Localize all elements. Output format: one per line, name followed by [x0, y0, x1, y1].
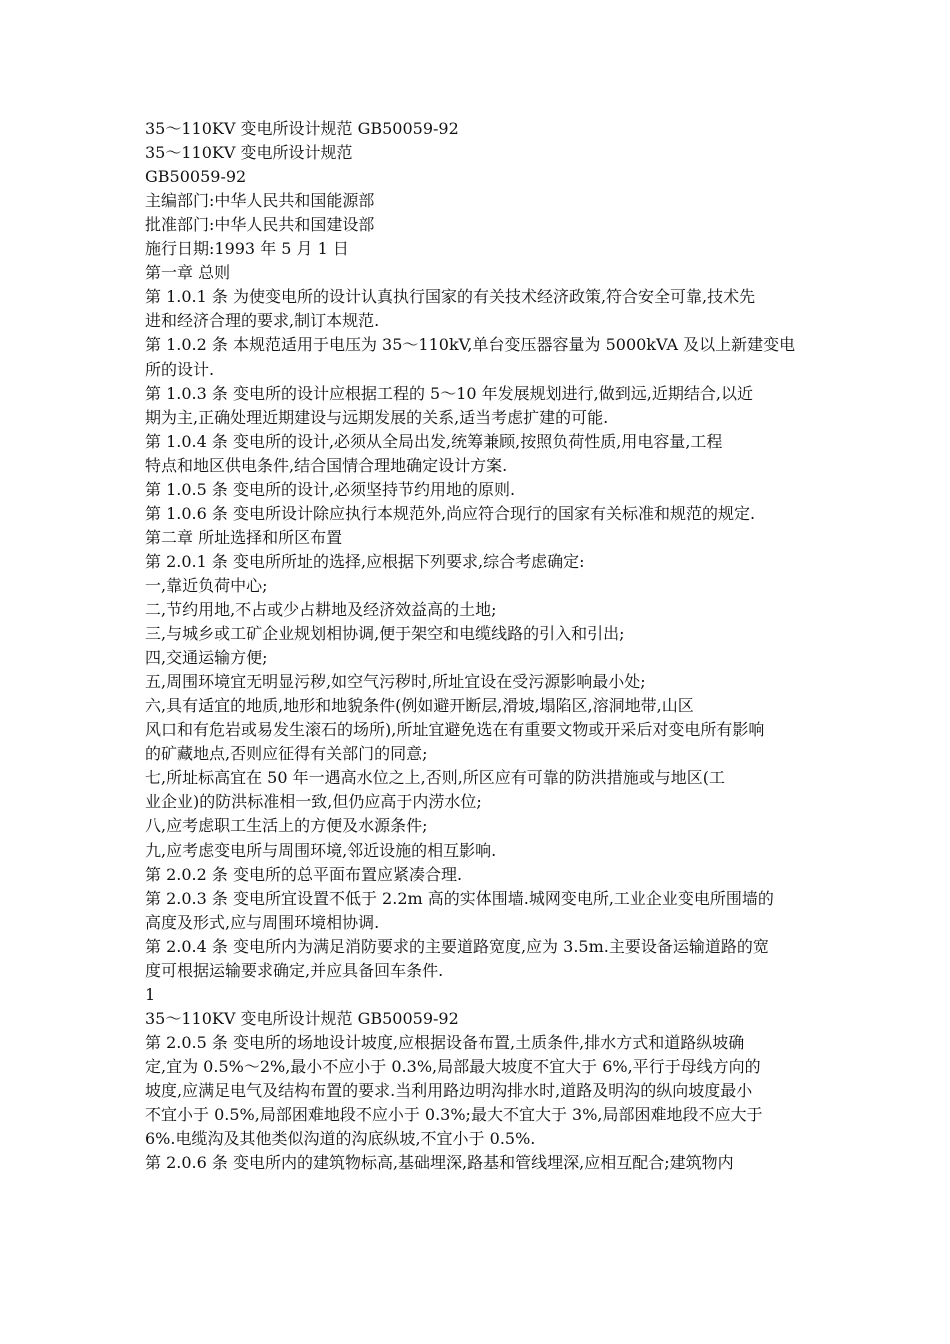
text-line: 四,交通运输方便;	[145, 648, 268, 668]
text-line: 第 2.0.1 条 变电所所址的选择,应根据下列要求,综合考虑确定:	[145, 551, 585, 571]
text-line: 七,所址标高宜在 50 年一遇高水位之上,否则,所区应有可靠的防洪措施或与地区(工	[145, 768, 726, 788]
page-number: 1	[145, 984, 156, 1004]
text-line: 不宜小于 0.5%,局部困难地段不应小于 0.3%;最大不宜大于 3%,局部困难地段不应大于	[145, 1105, 763, 1125]
text-line: 施行日期:1993 年 5 月 1 日	[145, 239, 349, 259]
text-line: 第一章 总则	[145, 263, 231, 283]
text-line: 五,周围环境宜无明显污秽,如空气污秽时,所址宜设在受污源影响最小处;	[145, 672, 646, 692]
text-line: 定,宜为 0.5%～2%,最小不应小于 0.3%,局部最大坡度不宜大于 6%,平行于母线方向的	[145, 1056, 761, 1076]
text-line: 进和经济合理的要求,制订本规范.	[145, 311, 380, 331]
text-line: 6%.电缆沟及其他类似沟道的沟底纵坡,不宜小于 0.5%.	[145, 1129, 536, 1149]
text-line: 二,节约用地,不占或少占耕地及经济效益高的土地;	[145, 600, 497, 619]
text-line: 第 2.0.4 条 变电所内为满足消防要求的主要道路宽度,应为 3.5m.主要设备运输道路的宽	[145, 936, 769, 956]
text-line: 第 1.0.2 条 本规范适用于电压为 35～110kV,单台变压器容量为 5000kVA 及以上新建变电	[145, 335, 796, 355]
text-line: 风口和有危岩或易发生滚石的场所),所址宜避免选在有重要文物或开采后对变电所有影响	[145, 720, 765, 740]
text-line: 批准部门:中华人民共和国建设部	[145, 215, 375, 235]
running-header: 35～110KV 变电所设计规范 GB50059-92	[145, 119, 459, 138]
text-line: 六,具有适宜的地质,地形和地貌条件(例如避开断层,滑坡,塌陷区,溶洞地带,山区	[145, 696, 694, 716]
text-line: 度可根据运输要求确定,并应具备回车条件.	[145, 960, 444, 980]
text-line: 第 2.0.5 条 变电所的场地设计坡度,应根据设备布置,土质条件,排水方式和道路纵坡确	[145, 1032, 745, 1052]
text-line: 期为主,正确处理近期建设与远期发展的关系,适当考虑扩建的可能.	[145, 407, 609, 427]
text-line: 第 2.0.3 条 变电所宜设置不低于 2.2m 高的实体围墙.城网变电所,工业企业变电所围墙的	[145, 888, 774, 908]
text-line: 第 1.0.4 条 变电所的设计,必须从全局出发,统筹兼顾,按照负荷性质,用电容量,工程	[145, 431, 723, 451]
text-line: 所的设计.	[145, 359, 215, 379]
text-line: 第 1.0.6 条 变电所设计除应执行本规范外,尚应符合现行的国家有关标准和规范的规定.	[145, 503, 756, 523]
text-line: 高度及形式,应与周围环境相协调.	[145, 912, 380, 932]
text-line: 第 1.0.1 条 为使变电所的设计认真执行国家的有关技术经济政策,符合安全可靠,技术先	[145, 287, 756, 307]
text-line: 的矿藏地点,否则应征得有关部门的同意;	[145, 744, 428, 764]
text-line: 第 2.0.6 条 变电所内的建筑物标高,基础埋深,路基和管线埋深,应相互配合;建筑物内	[145, 1153, 734, 1173]
text-line: 第二章 所址选择和所区布置	[145, 527, 343, 547]
text-line: 35～110KV 变电所设计规范	[145, 143, 353, 163]
text-line: 第 2.0.2 条 变电所的总平面布置应紧凑合理.	[145, 864, 463, 884]
text-line: 主编部门:中华人民共和国能源部	[145, 191, 375, 211]
text-line: 坡度,应满足电气及结构布置的要求.当利用路边明沟排水时,道路及明沟的纵向坡度最小	[145, 1081, 753, 1100]
text-line: 八,应考虑职工生活上的方便及水源条件;	[145, 816, 428, 836]
text-line: GB50059-92	[145, 167, 247, 187]
text-line: 一,靠近负荷中心;	[145, 575, 268, 595]
text-line: 三,与城乡或工矿企业规划相协调,便于架空和电缆线路的引入和引出;	[145, 624, 625, 644]
text-line: 九,应考虑变电所与周围环境,邻近设施的相互影响.	[145, 840, 497, 860]
running-header: 35～110KV 变电所设计规范 GB50059-92	[145, 1008, 459, 1028]
text-line: 特点和地区供电条件,结合国情合理地确定设计方案.	[145, 455, 508, 475]
text-line: 业企业)的防洪标准相一致,但仍应高于内涝水位;	[145, 792, 482, 812]
text-line: 第 1.0.3 条 变电所的设计应根据工程的 5～10 年发展规划进行,做到远,近期结合,以近	[145, 383, 753, 403]
text-line: 第 1.0.5 条 变电所的设计,必须坚持节约用地的原则.	[145, 479, 516, 499]
